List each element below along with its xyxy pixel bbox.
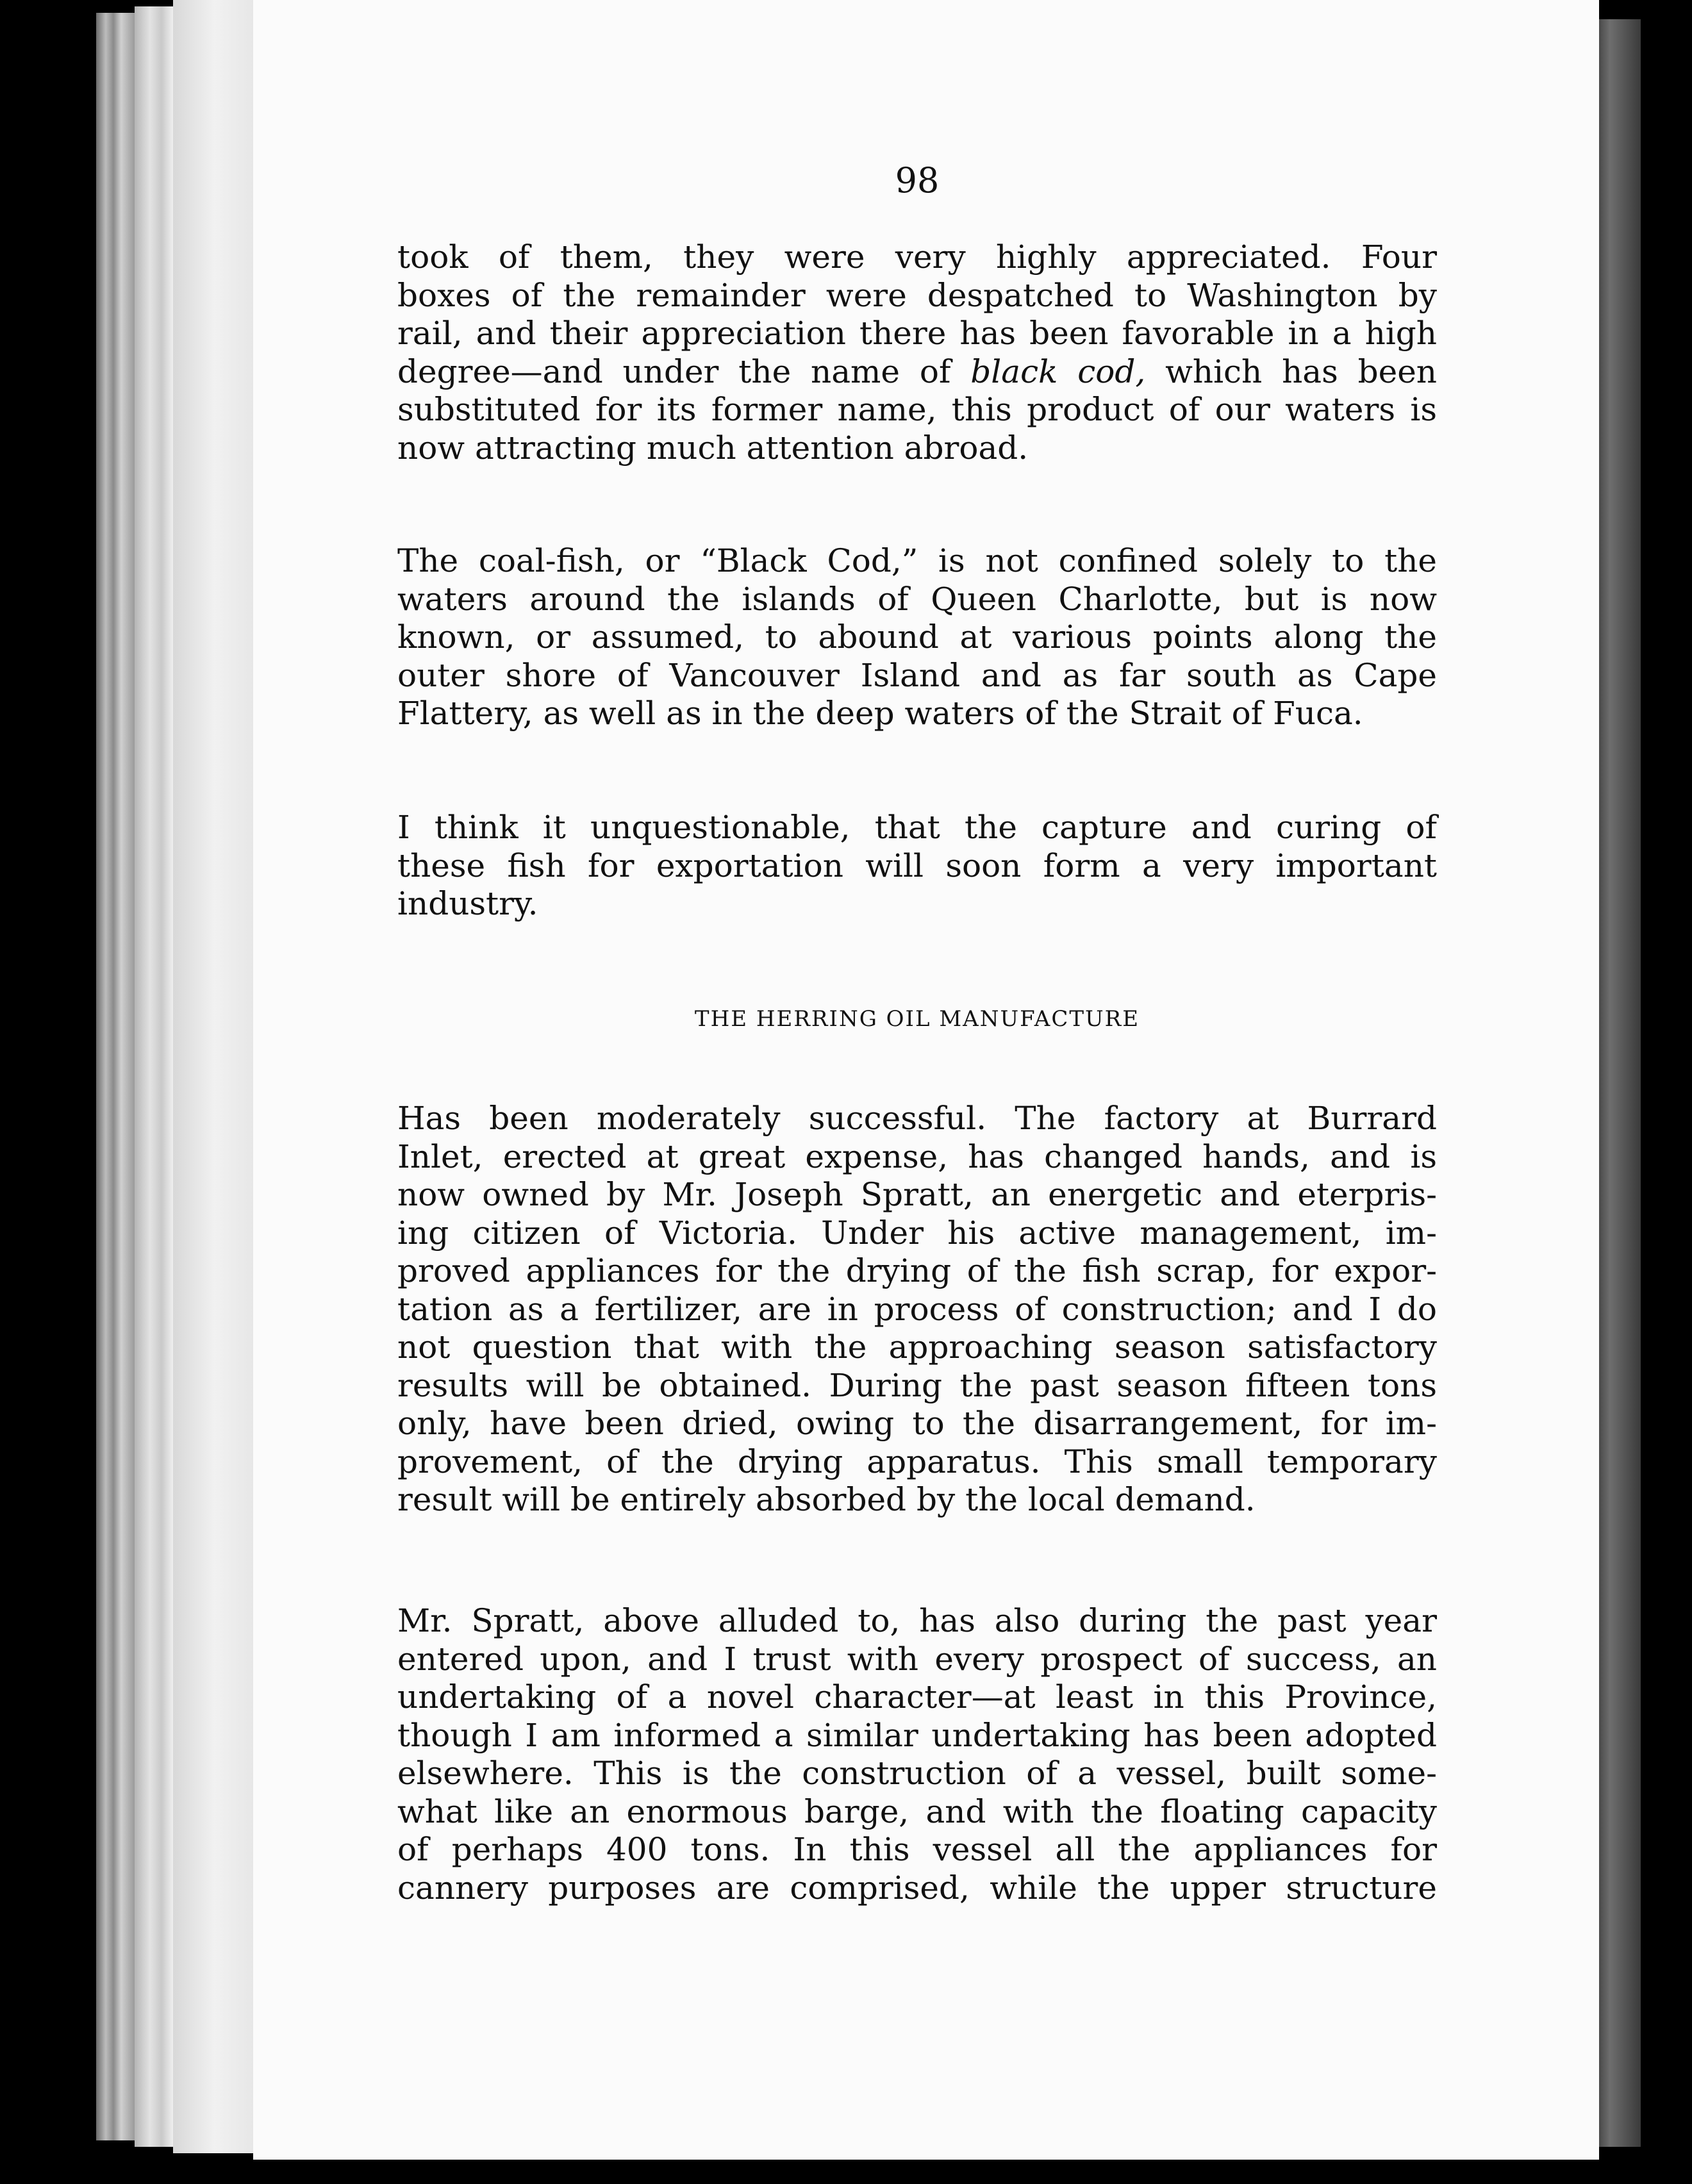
paragraph-floating-cannery (397, 1602, 1437, 1907)
paragraph-black-cod-reception (397, 238, 1437, 467)
stacked-page-edge (96, 13, 135, 2140)
text-line: now attracting much attention abroad. (397, 429, 1029, 467)
text-line: of perhaps 400 tons. In this vessel all the appliances for (397, 1831, 1437, 1868)
stacked-page-edge (173, 0, 256, 2153)
text-line: boxes of the remainder were despatched to Washington by (397, 276, 1437, 314)
text-line: elsewhere. This is the construction of a vessel, built some- (397, 1755, 1437, 1792)
text-line: Has been moderately successful. The factory at Burrard (397, 1100, 1437, 1137)
text-line: rail, and their appreciation there has been favorable in a high (397, 315, 1437, 352)
text-line: undertaking of a novel character—at least in this Province, (397, 1678, 1437, 1716)
text-line: The coal-fish, or “Black Cod,” is not confined solely to the (397, 542, 1437, 579)
paragraph-herring-factory (397, 1100, 1437, 1519)
text-line: what like an enormous barge, and with the floating capacity (397, 1792, 1437, 1830)
text-line: these fish for exportation will soon form a very important (397, 847, 1437, 884)
text-line: entered upon, and I trust with every prospect of success, an (397, 1640, 1437, 1678)
paragraph-industry-outlook (397, 809, 1437, 923)
text-line: known, or assumed, to abound at various points along the (397, 618, 1437, 656)
text-line: took of them, they were very highly appreciated. Four (397, 238, 1437, 276)
text-line: result will be entirely absorbed by the local demand. (397, 1481, 1256, 1518)
stacked-page-edge (135, 6, 173, 2147)
paragraph-coal-fish-range (397, 542, 1437, 733)
text-line: proved appliances for the drying of the fish scrap, for expor- (397, 1252, 1437, 1289)
text-line: though I am informed a similar undertaking has been adopted (397, 1716, 1437, 1754)
text-line: Mr. Spratt, above alluded to, has also during the past year (397, 1602, 1437, 1639)
text-line: Flattery, as well as in the deep waters of the Strait of Fuca. (397, 695, 1363, 732)
text-line: industry. (397, 885, 538, 922)
text-line: tation as a fertilizer, are in process of construction; and I do (397, 1290, 1437, 1328)
text-line: Inlet, erected at great expense, has changed hands, and is (397, 1138, 1437, 1175)
italic-term: black cod, (970, 352, 1146, 390)
page-number: 98 (895, 160, 940, 201)
text-segment: which has been (1145, 352, 1437, 390)
text-line: substituted for its former name, this product of our waters is (397, 391, 1437, 428)
text-line: results will be obtained. During the past season fifteen tons (397, 1366, 1437, 1404)
text-line: waters around the islands of Queen Charlotte, but is now (397, 580, 1437, 618)
text-line: now owned by Mr. Joseph Spratt, an energetic and eterpris- (397, 1176, 1437, 1213)
text-line: ing citizen of Victoria. Under his active management, im- (397, 1214, 1437, 1252)
text-line: not question that with the approaching season satisfactory (397, 1328, 1437, 1366)
text-line: only, have been dried, owing to the disarrangement, for im- (397, 1405, 1437, 1442)
text-line: I think it unquestionable, that the capture and curing of (397, 809, 1437, 846)
text-line: provement, of the drying apparatus. This small temporary (397, 1443, 1437, 1480)
text-line (397, 353, 1437, 392)
text-segment: degree—and under the name of (397, 352, 971, 390)
text-line: cannery purposes are comprised, while the upper structure (397, 1869, 1437, 1907)
section-heading: THE HERRING OIL MANUFACTURE (694, 1006, 1140, 1032)
text-line: outer shore of Vancouver Island and as far south as Cape (397, 656, 1437, 694)
